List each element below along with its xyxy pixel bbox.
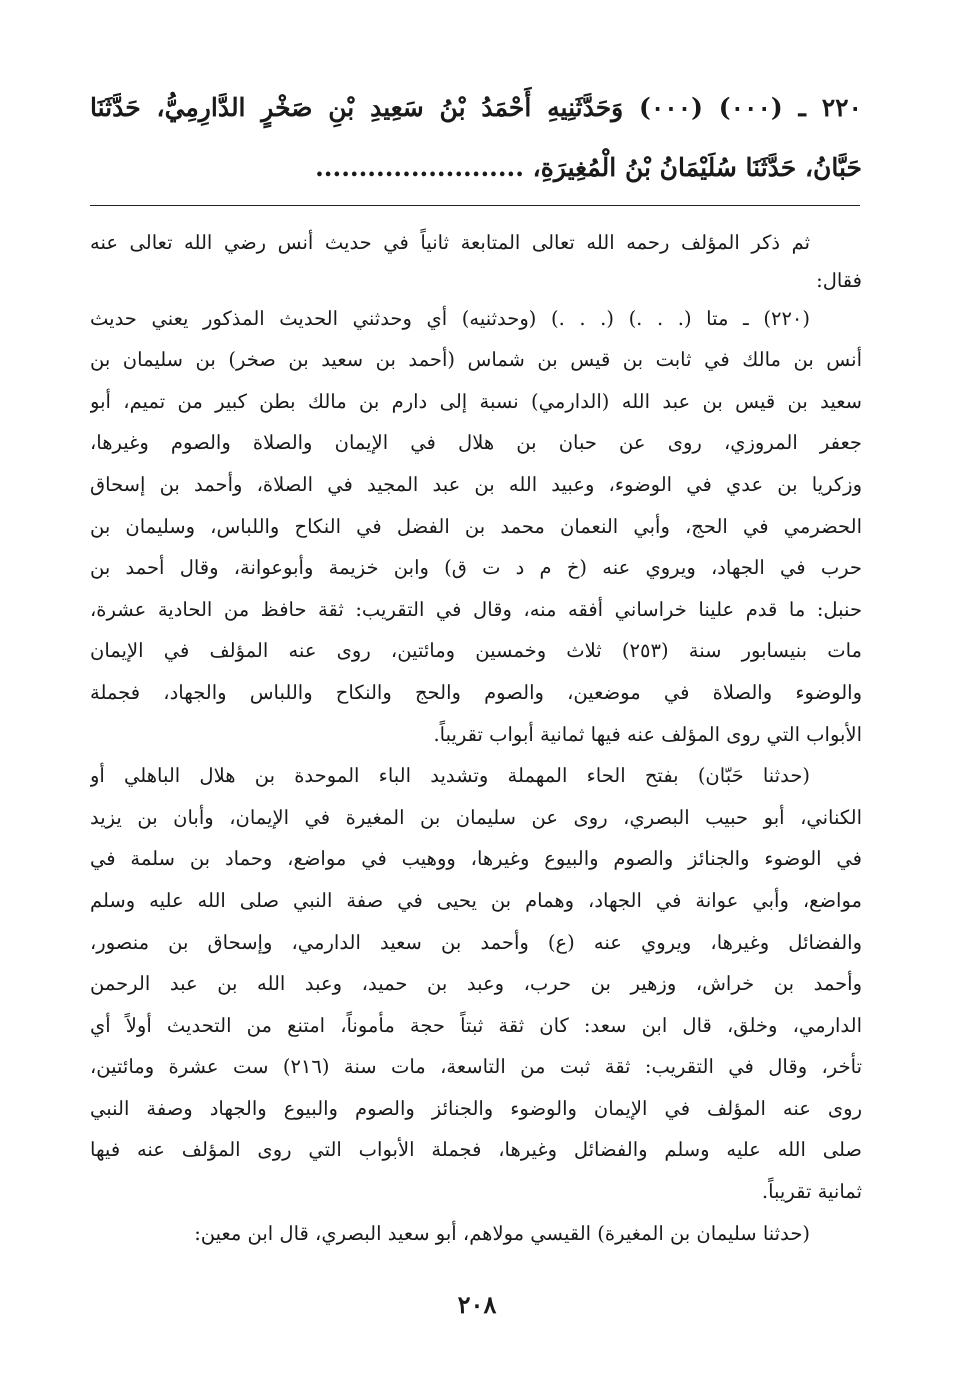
paragraph-1-line: حرب في الجهاد، ويروي عنه (خ م د ت ق) وابن خزيمة وأبوعوانة، وقال أحمد بن [90,556,862,580]
paragraph-1-line: مات بنيسابور سنة (٢٥٣) ثلاث وخمسين ومائتين، روى عنه المؤلف في الإيمان [90,639,862,663]
page-number: ٢٠٨ [457,1290,497,1319]
paragraph-2-line: الكناني، أبو حبيب البصري، روى عن سليمان بن المغيرة في الإيمان، وأبان بن يزيد [90,805,862,829]
paragraph-1-line: والوضوء والصلاة في موضعين، والصوم والحج والنكاح واللباس والجهاد، فجملة [90,680,862,704]
hadith-line: ٢٢٠ ـ (٠٠٠) (٠٠٠) وَحَدَّثَنِيهِ أَحْمَدُ بْنُ سَعِيدِ بْنِ صَخْرٍ الدَّارِمِيُّ، حَدَّثَنَا [90,93,862,122]
paragraph-2-line: والفضائل وغيرها، ويروي عنه (ع) وأحمد بن سعيد الدارمي، وإسحاق بن منصور، [90,930,862,954]
paragraph-1-line: وزكريا بن عدي في الوضوء، وعبيد الله بن عبد المجيد في الصلاة، وأحمد بن إسحاق [90,472,862,496]
paragraph-1-line: الأبواب التي روى المؤلف عنه فيها ثمانية أبواب تقريباً. [433,722,862,746]
paragraph-2-line: صلى الله عليه وسلم والفضائل وغيرها، فجملة الأبواب التي روى المؤلف عنه فيها [90,1138,862,1162]
commentary-intro-line: ثم ذكر المؤلف رحمه الله تعالى المتابعة ثانياً في حديث أنس رضي الله تعالى عنه [90,231,810,254]
paragraph-2-line: في الوضوء والجنائز والصوم والبيوع وغيرها، ووهيب في مواضع، وحماد بن سلمة في [90,847,862,871]
paragraph-2-line: الدارمي، وخلق، قال ابن سعد: كان ثقة ثبتاً حجة مأموناً، امتنع من التحديث أولاً أي [90,1013,862,1037]
commentary-intro-line: فقال: [816,268,862,292]
section-divider [90,205,860,206]
paragraph-1-line: (٢٢٠) ـ متا (. . .) (. . .) (وحدثنيه) أي وحدثني الحديث المذكور يعني حديث [90,306,810,330]
paragraph-2-line: تأخر، وقال في التقريب: ثقة ثبت من التاسعة، مات سنة (٢١٦) ست عشرة ومائتين، [90,1055,862,1079]
hadith-text [90,78,862,198]
paragraph-1-line: جعفر المروزي، روى عن حبان بن هلال في الإيمان والصلاة والصوم وغيرها، [90,431,862,455]
hadith-line: حَبَّانُ، حَدَّثَنَا سُلَيْمَانُ بْنُ الْمُغِيرَةِ، ........................ [315,153,862,182]
paragraph-1-line: الحضرمي في الحج، وأبي النعمان محمد بن الفضل في النكاح واللباس، وسليمان بن [90,514,862,538]
paragraph-1-line: حنبل: ما قدم علينا خراساني أفقه منه، وقال في التقريب: ثقة حافظ من الحادية عشرة، [90,597,862,621]
commentary [90,222,862,1254]
paragraph-3-line: (حدثنا سليمان بن المغيرة) القيسي مولاهم، أبو سعيد البصري، قال ابن معين: [194,1221,810,1245]
paragraph-2-line: مواضع، وأبي عوانة في الجهاد، وهمام بن يحيى في صفة النبي صلى الله عليه وسلم [90,888,862,912]
paragraph-2-line: ثمانية تقريباً. [761,1180,862,1204]
paragraph-1-line: أنس بن مالك في ثابت بن قيس بن شماس (أحمد بن سعيد بن صخر) بن سليمان بن [90,348,862,372]
paragraph-2-line: (حدثنا حَبّان) بفتح الحاء المهملة وتشديد الباء الموحدة بن هلال الباهلي أو [90,764,810,788]
paragraph-2-line: وأحمد بن خراش، وزهير بن حرب، وعبد بن حميد، وعبد الله بن عبد الرحمن [90,972,862,996]
paragraph-1-line: سعيد بن قيس بن عبد الله (الدارمي) نسبة إلى دارم بن مالك بطن كبير من تميم، أبو [90,389,862,413]
paragraph-2-line: روى عنه المؤلف في الإيمان والوضوء والجنائز والصوم والبيوع والجهاد وصفة النبي [90,1096,862,1120]
